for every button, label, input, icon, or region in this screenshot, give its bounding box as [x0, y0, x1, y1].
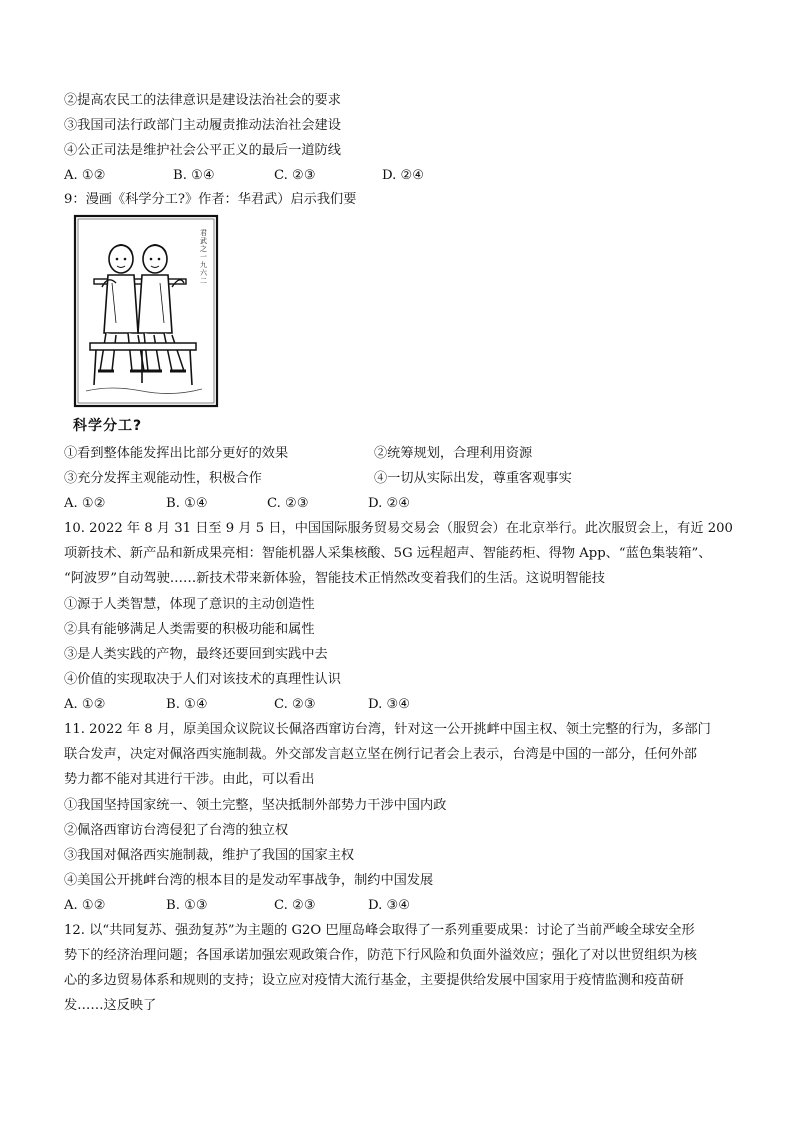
- q11-option-a: A. ①②: [64, 898, 106, 913]
- q11-statement-2: ②佩洛西窜访台湾侵犯了台湾的独立权: [64, 823, 289, 838]
- svg-text:之: 之: [200, 245, 207, 253]
- q9-option-b: B. ①④: [166, 496, 208, 511]
- q12-stem-line-3: 心的多边贸易体系和规则的支持；设立应对疫情大流行基金，主要提供给发展中国家用于疫情监测和疫苗研: [64, 973, 684, 988]
- q10-statement-2: ②具有能够满足人类需要的积极功能和属性: [64, 622, 315, 637]
- q10-option-b: B. ①④: [166, 697, 208, 712]
- q11-statement-1: ①我国坚持国家统一、领土完整，坚决抵制外部势力干涉中国内政: [64, 798, 447, 813]
- q8-option-d: D. ②④: [382, 168, 425, 183]
- q11-option-d: D. ③④: [368, 898, 411, 913]
- svg-text:君: 君: [200, 229, 207, 237]
- q8-option-c: C. ②③: [274, 168, 316, 183]
- q10-stem-line-1: 10. 2022 年 8 月 31 日至 9 月 5 日，中国国际服务贸易交易会（服贸会）在北京举行。此次服贸会上，有近 200: [64, 521, 733, 536]
- q10-option-a: A. ①②: [64, 697, 106, 712]
- cartoon-image: [72, 213, 220, 415]
- q11-statement-4: ④美国公开挑衅台湾的根本目的是发动军事战争，制约中国发展: [64, 873, 434, 888]
- q10-statement-3: ③是人类实践的产物，最终还要回到实践中去: [64, 647, 328, 662]
- q11-option-b: B. ①③: [166, 898, 208, 913]
- q9-statements-row-2: [64, 470, 744, 488]
- q12-stem: [64, 918, 740, 1018]
- svg-text:二: 二: [200, 277, 207, 285]
- q8-option-b: B. ①④: [173, 168, 215, 183]
- q12-stem-line-2: 势下的经济治理问题；各国承诺加强宏观政策合作，防范下行风险和负面外溢效应；强化了对以世贸组织为核: [64, 948, 697, 963]
- q9-statement-1: ①看到整体能发挥出比部分更好的效果: [64, 446, 289, 461]
- q11-option-c: C. ②③: [274, 898, 316, 913]
- q8-statement-3: ③我国司法行政部门主动履责推动法治社会建设: [64, 118, 341, 133]
- svg-text:六: 六: [200, 269, 207, 277]
- q10-options: [64, 696, 664, 714]
- q12-stem-line-1: 12. 以“共同复苏、强劲复苏”为主题的 G2O 巴厘岛峰会取得了一系列重要成果：讨论了当前严峻全球安全形: [64, 923, 695, 938]
- svg-text:九: 九: [200, 261, 207, 269]
- q10-stem-line-3: “阿波罗”自动驾驶……新技术带来新体验，智能技术正悄然改变着我们的生活。这说明智能技: [64, 571, 605, 586]
- q8-statement-2: ②提高农民工的法律意识是建设法治社会的要求: [64, 93, 341, 108]
- q10-stem-line-2: 项新技术、新产品和新成果亮相：智能机器人采集核酸、5G 远程超声、智能药柜、得物 App、“蓝色集装箱”、: [64, 546, 712, 561]
- q11-stem-line-3: 势力都不能对其进行干涉。由此，可以看出: [64, 772, 315, 787]
- q10-stem: [64, 516, 740, 591]
- q8-options: [64, 167, 664, 185]
- svg-text:武: 武: [200, 237, 207, 245]
- q11-stem: [64, 717, 740, 792]
- q9-option-c: C. ②③: [267, 496, 309, 511]
- q9-statement-2: ②统筹规划，合理利用资源: [374, 446, 533, 461]
- q9-options: [64, 495, 664, 513]
- q12-stem-line-4: 发……这反映了: [64, 998, 157, 1013]
- q9-option-a: A. ①②: [64, 496, 106, 511]
- q11-stem-line-1: 11. 2022 年 8 月，原美国众议院议长佩洛西窜访台湾，针对这一公开挑衅中国主权、领土完整的行为，多部门: [64, 722, 711, 737]
- q11-statement-3: ③我国对佩洛西实施制裁，维护了我国的国家主权: [64, 848, 355, 863]
- cartoon-caption: 科学分工?: [73, 418, 143, 434]
- svg-text:一: 一: [200, 253, 207, 261]
- q8-statement-4: ④公正司法是维护社会公平正义的最后一道防线: [64, 143, 341, 158]
- q9-statements-row-1: [64, 445, 744, 463]
- q10-option-d: D. ③④: [368, 697, 411, 712]
- q11-stem-line-2: 联合发声，决定对佩洛西实施制裁。外交部发言赵立坚在例行记者会上表示，台湾是中国的一部分，任何外部: [64, 747, 697, 762]
- q10-statement-4: ④价值的实现取决于人们对该技术的真理性认识: [64, 672, 341, 687]
- q9-option-d: D. ②④: [368, 496, 411, 511]
- q10-option-c: C. ②③: [274, 697, 316, 712]
- q9-stem: 9：漫画《科学分工?》作者：华君武）启示我们要: [64, 192, 357, 207]
- q10-statement-1: ①源于人类智慧，体现了意识的主动创造性: [64, 597, 315, 612]
- q9-statement-3: ③充分发挥主观能动性，积极合作: [64, 471, 262, 486]
- q9-statement-4: ④一切从实际出发，尊重客观事实: [374, 471, 572, 486]
- q8-option-a: A. ①②: [64, 168, 106, 183]
- q11-options: [64, 897, 664, 915]
